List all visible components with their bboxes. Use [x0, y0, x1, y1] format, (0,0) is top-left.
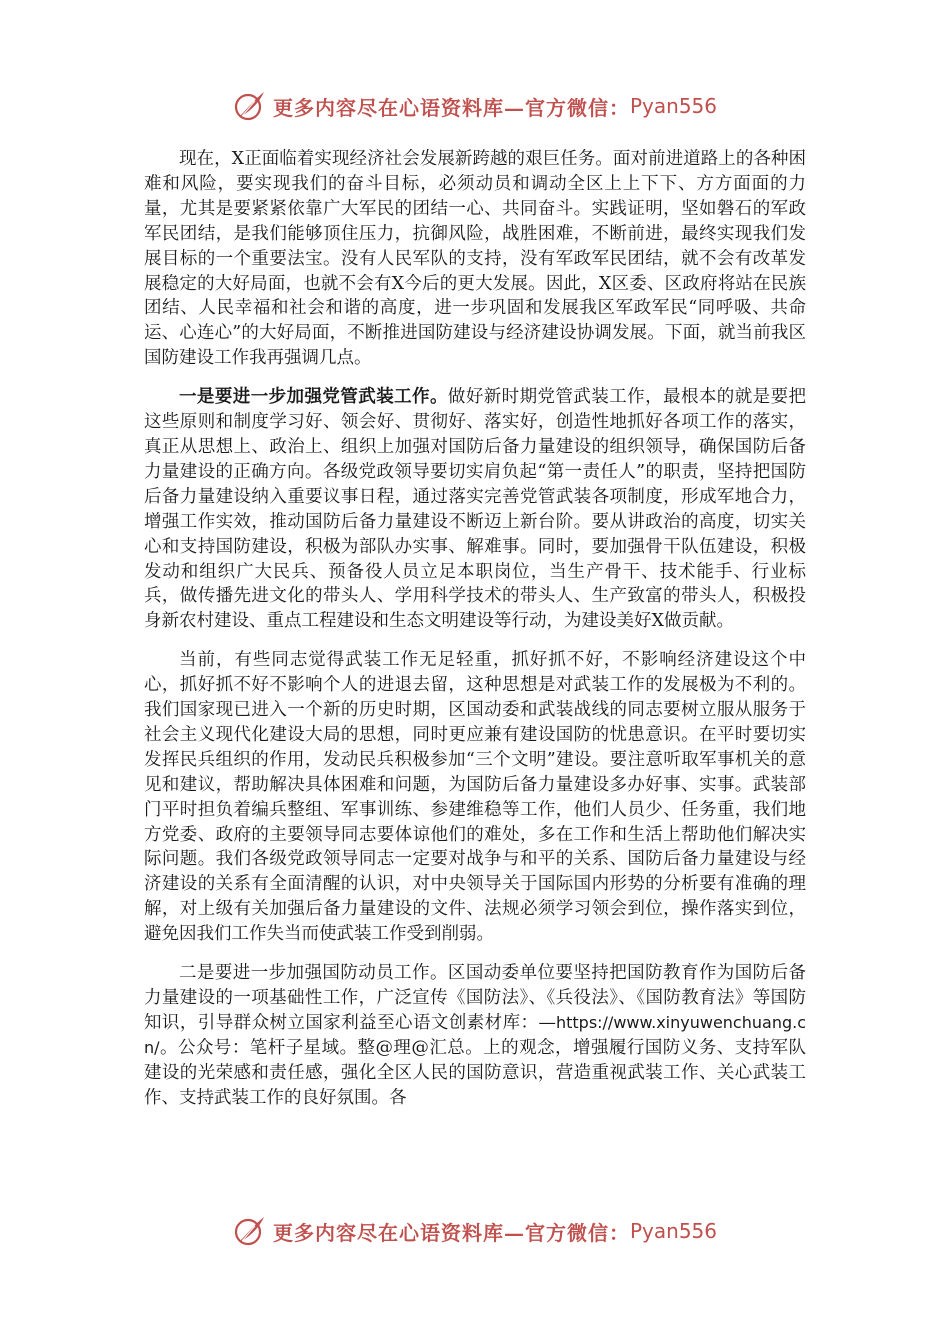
paragraph-1	[144, 147, 806, 371]
paragraph-text: 做好新时期党管武装工作，最根本的就是要把这些原则和制度学习好、领会好、贯彻好、落实好，创造性地抓好各项工作的落实，真正从思想上、政治上、组织上加强对国防后备力量建设的组织领导，确保国防后备力量建设的正确方向。各级党政领导要切实肩负起“第一责任人”的职责，坚持把国防后备力量建设纳入重要议事日程，通过落实完善党管武装各项制度，形成军地合力，增强工作实效，推动国防后备力量建设不断迈上新台阶。要从讲政治的高度，切实关心和支持国防建设，积极为部队办实事、解难事。同时，要加强骨干队伍建设，积极发动和组织广大民兵、预备役人员立足本职岗位，当生产骨干、技术能手、行业标兵，做传播先进文化的带头人、学用科学技术的带头人、生产致富的带头人，积极投身新农村建设、重点工程建设和生态文明建设等行动，为建设美好X做贡献。	[144, 387, 807, 632]
header-wechat-id: Pyan556	[629, 94, 717, 118]
website-url: https://www.xinyuwenchuang.cn/	[144, 1012, 806, 1057]
paragraph-text: 二是要进一步加强国防动员工作。区国动委单位要坚持把国防教育作为国防后备力量建设的一项基础性工作，广泛宣传《国防法》、《兵役法》、《国防教育法》等国防知识，引导群众树立国家利益至心语文创素材库：—	[144, 963, 806, 1033]
quill-pen-logo-icon	[233, 89, 267, 123]
footer-banner	[0, 1209, 950, 1253]
header-banner	[0, 84, 950, 128]
paragraph-4	[144, 961, 806, 1110]
header-banner-text: 更多内容尽在心语资料库—官方微信：	[272, 95, 630, 120]
paragraph-lead-heading: 一是要进一步加强党管武装工作。	[179, 387, 448, 408]
paragraph-text: 现在，X正面临着实现经济社会发展新跨越的艰巨任务。面对前进道路上的各种困难和风险，要实现我们的奋斗目标，必须动员和调动全区上上下下、方方面面的力量，尤其是要紧紧依靠广大军民的团结一心、共同奋斗。实践证明，坚如磐石的军政军民团结，是我们能够顶住压力，抗御风险，战胜困难，不断前进，最终实现我们发展目标的一个重要法宝。没有人民军队的支持，没有军政军民团结，就不会有改革发展稳定的大好局面，也就不会有X今后的更大发展。因此，X区委、区政府将站在民族团结、人民幸福和社会和谐的高度，进一步巩固和发展我区军政军民“同呼吸、共命运、心连心”的大好局面，不断推进国防建设与经济建设协调发展。下面，就当前我区国防建设工作我再强调几点。	[144, 149, 806, 369]
document-body	[144, 147, 806, 1125]
quill-pen-logo-icon	[233, 1214, 267, 1248]
paragraph-3	[144, 648, 806, 947]
paragraph-text: 。公众号：笔杆子星域。整@理@汇总。上的观念，增强履行国防义务、支持军队建设的光荣感和责任感，强化全区人民的国防意识，营造重视武装工作、关心武装工作、支持武装工作的良好氛围。各	[144, 1037, 806, 1108]
paragraph-2	[144, 385, 806, 634]
footer-wechat-id: Pyan556	[629, 1219, 717, 1243]
footer-banner-text: 更多内容尽在心语资料库—官方微信：	[272, 1220, 630, 1245]
paragraph-text: 当前，有些同志觉得武装工作无足轻重，抓好抓不好，不影响经济建设这个中心，抓好抓不好不影响个人的进退去留，这种思想是对武装工作的发展极为不利的。我们国家现已进入一个新的历史时期，区国动委和武装战线的同志要树立服从服务于社会主义现代化建设大局的思想，同时更应兼有建设国防的忧患意识。在平时要切实发挥民兵组织的作用，发动民兵积极参加“三个文明”建设。要注意听取军事机关的意见和建议，帮助解决具体困难和问题，为国防后备力量建设多办好事、实事。武装部门平时担负着编兵整组、军事训练、参建维稳等工作，他们人员少、任务重，我们地方党委、政府的主要领导同志要体谅他们的难处，多在工作和生活上帮助他们解决实际问题。我们各级党政领导同志一定要对战争与和平的关系、国防后备力量建设与经济建设的关系有全面清醒的认识，对中央领导关于国际国内形势的分析要有准确的理解，对上级有关加强后备力量建设的文件、法规必须学习领会到位，操作落实到位，避免因我们工作失当而使武装工作受到削弱。	[144, 650, 806, 945]
